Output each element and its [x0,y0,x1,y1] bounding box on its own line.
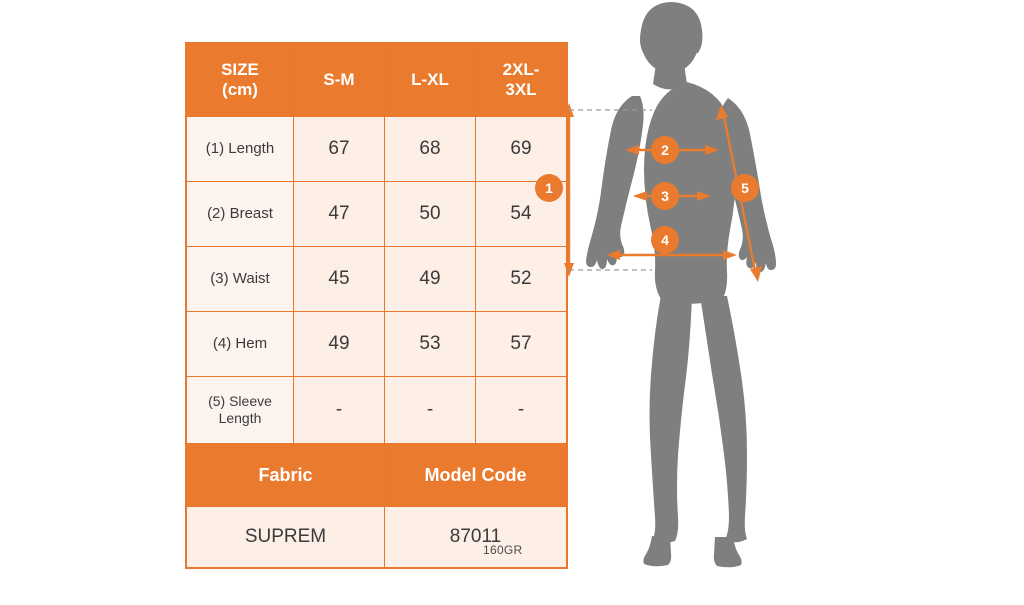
column-header-size-line1: SIZE [221,60,259,80]
table-header [186,43,567,117]
table-footer-header-row [186,444,567,507]
table-row [186,247,567,312]
cell-hem-s-m: 49 [294,312,385,377]
footer-value-fabric: SUPREM [186,507,385,569]
cell-breast-s-m: 47 [294,182,385,247]
cell-length-l-xl: 68 [385,117,476,182]
female-silhouette-icon [586,2,776,567]
column-header-size-line2: (cm) [222,80,258,99]
cell-sleeve-l-xl: - [385,377,476,444]
row-label-breast: (2) Breast [186,182,294,247]
column-header-2xl-3xl-line1: 2XL- [502,60,540,80]
arrow-waist-head-left [633,191,647,201]
footer-value-model-code: 87011 [385,507,568,569]
table-row [186,182,567,247]
column-header-2xl-3xl-line2: 3XL [505,80,537,99]
badge-waist: 3 [652,183,678,209]
row-label-sleeve-length-line1: (5) Sleeve [208,393,272,410]
table-body [186,117,567,569]
footer-label-model-code: Model Code [385,444,568,507]
cell-waist-2xl-3xl: 52 [476,247,568,312]
footer-label-fabric: Fabric [186,444,385,507]
badge-sleeve-length: 5 [732,175,758,201]
cell-breast-2xl-3xl: 54 [476,182,568,247]
model-figure-diagram [540,0,1024,605]
badge-hem: 4 [652,227,678,253]
cell-breast-l-xl: 50 [385,182,476,247]
arrow-sleeve-head-bottom [750,266,762,282]
row-label-hem: (4) Hem [186,312,294,377]
cell-waist-s-m: 45 [294,247,385,312]
row-label-sleeve-length [186,377,294,444]
cell-hem-2xl-3xl: 57 [476,312,568,377]
cell-sleeve-s-m: - [294,377,385,444]
row-label-length: (1) Length [186,117,294,182]
column-header-size [186,43,294,117]
cell-waist-l-xl: 49 [385,247,476,312]
row-label-waist: (3) Waist [186,247,294,312]
row-label-sleeve-length-line2: Length [218,410,262,426]
figure-svg [540,0,1024,605]
cell-hem-l-xl: 53 [385,312,476,377]
fabric-weight-note: 160GR [483,543,523,557]
table-row [186,312,567,377]
arrow-hem-head-right [723,250,737,260]
table-footer-value-row [186,507,567,569]
table-row [186,377,567,444]
cell-length-s-m: 67 [294,117,385,182]
size-chart-table [185,42,568,569]
column-header-s-m: S-M [294,43,385,117]
badge-length: 1 [536,175,562,201]
badge-breast: 2 [652,137,678,163]
table-row [186,117,567,182]
cell-length-2xl-3xl: 69 [476,117,568,182]
table-header-row [186,43,567,117]
cell-sleeve-2xl-3xl: - [476,377,568,444]
column-header-l-xl: L-XL [385,43,476,117]
